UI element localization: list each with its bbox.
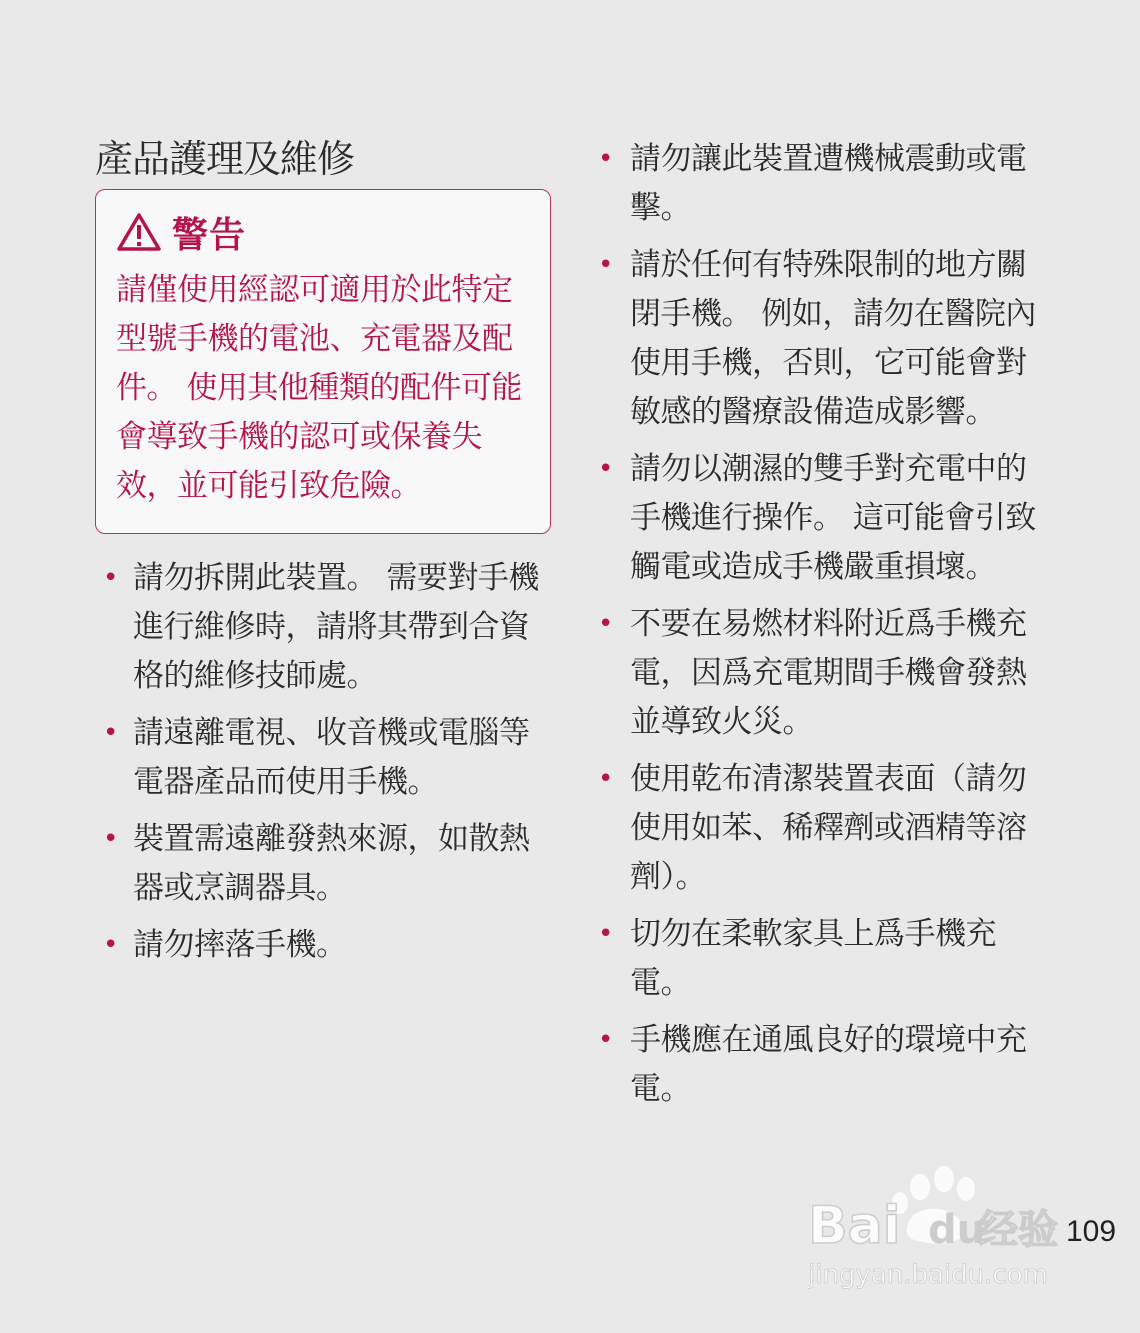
right-column bbox=[590, 135, 1050, 1122]
list-item bbox=[590, 135, 1050, 233]
list-item-text: 手機應在通風良好的環境中充電。 bbox=[630, 1022, 1027, 1107]
list-item bbox=[95, 554, 555, 701]
left-bullet-list bbox=[95, 554, 555, 970]
svg-text:jingyan.baidu.com: jingyan.baidu.com bbox=[808, 1260, 1048, 1290]
list-item bbox=[590, 755, 1050, 902]
bullet-icon: • bbox=[598, 764, 613, 794]
list-item bbox=[590, 241, 1050, 437]
section-title: 產品護理及維修 bbox=[95, 137, 355, 181]
warning-text: 請僅使用經認可適用於此特定型號手機的電池、充電器及配件。 使用其他種類的配件可能會導致手機的認可或保養失效，並可能引致危險。 bbox=[116, 272, 522, 504]
list-item bbox=[590, 600, 1050, 747]
bullet-icon: • bbox=[103, 824, 118, 854]
list-item-text: 使用乾布清潔裝置表面（請勿使用如苯、稀釋劑或酒精等溶劑）。 bbox=[630, 761, 1027, 895]
list-item-text: 請勿以潮濕的雙手對充電中的手機進行操作。 這可能會引致觸電或造成手機嚴重損壞。 bbox=[630, 451, 1036, 585]
warning-box bbox=[95, 189, 551, 534]
bullet-icon: • bbox=[598, 1025, 613, 1055]
list-item-text: 請勿拆開此裝置。 需要對手機進行維修時，請將其帶到合資格的維修技師處。 bbox=[133, 560, 539, 694]
right-bullet-list bbox=[590, 135, 1050, 1114]
list-item-text: 裝置需遠離發熱來源，如散熱器或烹調器具。 bbox=[133, 821, 530, 906]
left-column bbox=[95, 135, 555, 978]
warning-title: 警告 bbox=[172, 214, 247, 256]
bullet-icon: • bbox=[103, 718, 118, 748]
bullet-icon: • bbox=[598, 609, 613, 639]
bullet-icon: • bbox=[103, 563, 118, 593]
page-number: 109 bbox=[1066, 1215, 1117, 1248]
svg-text:Bai: Bai bbox=[808, 1196, 901, 1256]
list-item-text: 不要在易燃材料附近爲手機充電，因爲充電期間手機會發熱並導致火災。 bbox=[630, 606, 1027, 740]
list-item bbox=[590, 445, 1050, 592]
list-item-text: 請遠離電視、收音機或電腦等電器產品而使用手機。 bbox=[133, 715, 530, 800]
bullet-icon: • bbox=[103, 930, 118, 960]
list-item bbox=[590, 1016, 1050, 1114]
bullet-icon: • bbox=[598, 144, 613, 174]
bullet-icon: • bbox=[598, 454, 613, 484]
list-item bbox=[95, 921, 555, 970]
bullet-icon: • bbox=[598, 250, 613, 280]
list-item-text: 切勿在柔軟家具上爲手機充電。 bbox=[630, 916, 996, 1001]
list-item-text: 請勿讓此裝置遭機械震動或電擊。 bbox=[630, 141, 1027, 226]
svg-text:经验: 经验 bbox=[978, 1207, 1058, 1253]
warning-triangle-icon bbox=[116, 212, 162, 252]
list-item-text: 請勿摔落手機。 bbox=[133, 927, 347, 963]
svg-text:du: du bbox=[928, 1207, 986, 1253]
warning-header bbox=[116, 208, 530, 256]
list-item-text: 請於任何有特殊限制的地方關閉手機。 例如，請勿在醫院內使用手機，否則，它可能會對敏感的醫療設備造成影響。 bbox=[630, 247, 1036, 430]
baidu-watermark-logo bbox=[808, 1165, 1078, 1295]
list-item bbox=[95, 709, 555, 807]
bullet-icon: • bbox=[598, 919, 613, 949]
list-item bbox=[95, 815, 555, 913]
list-item bbox=[590, 910, 1050, 1008]
